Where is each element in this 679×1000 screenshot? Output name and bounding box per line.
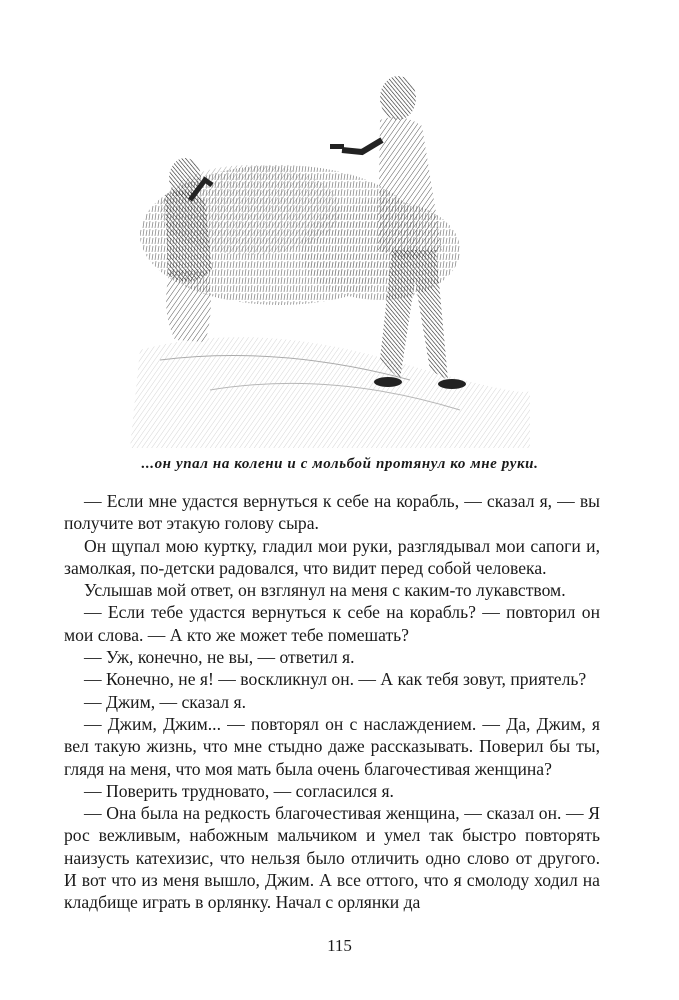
- paragraph: — Конечно, не я! — воскликнул он. — А как тебя зовут, приятель?: [84, 669, 587, 690]
- paragraph: — Поверить трудновато, — согласился я.: [84, 780, 394, 801]
- paragraph: — Если тебе удастся вернуться к себе на корабль? — повторил он мои слова. — А кто же может тебе помешать?: [64, 602, 600, 645]
- page-number: 115: [327, 936, 352, 955]
- engraving-illustration: [130, 60, 530, 448]
- body-text: [64, 490, 600, 914]
- figure-caption: ...он упал на колени и с мольбой протянул ко мне руки.: [141, 456, 539, 472]
- paragraph: — Джим, — сказал я.: [84, 691, 246, 712]
- paragraph: — Если мне удастся вернуться к себе на корабль, — сказал я, — вы получите вот этакую голову сыра.: [64, 491, 600, 534]
- paragraph: — Она была на редкость благочестивая женщина, — сказал он. — Я рос вежливым, набожным мальчиком и умел так быстро повторять наизусть катехизис, что нельзя было отличить одно слово от другого. И вот что из меня вышло, Джим. А все оттого, что я смолоду ходил на кладбище играть в орлянку. Начал с орлянки да: [64, 803, 600, 913]
- paragraph: — Уж, конечно, не вы, — ответил я.: [84, 647, 355, 668]
- ground: [130, 337, 530, 448]
- paragraph: Услышав мой ответ, он взглянул на меня с каким-то лукавством.: [84, 580, 566, 601]
- paragraph: — Джим, Джим... — повторял он с наслаждением. — Да, Джим, я вел такую жизнь, что мне стыдно даже рассказывать. Поверил бы ты, глядя на меня, что моя мать была очень благочестивая женщина?: [64, 713, 600, 779]
- paragraph: Он щупал мою куртку, гладил мои руки, разглядывал мои сапоги и, замолкая, по-детски радовался, что видит перед собой человека.: [64, 535, 600, 578]
